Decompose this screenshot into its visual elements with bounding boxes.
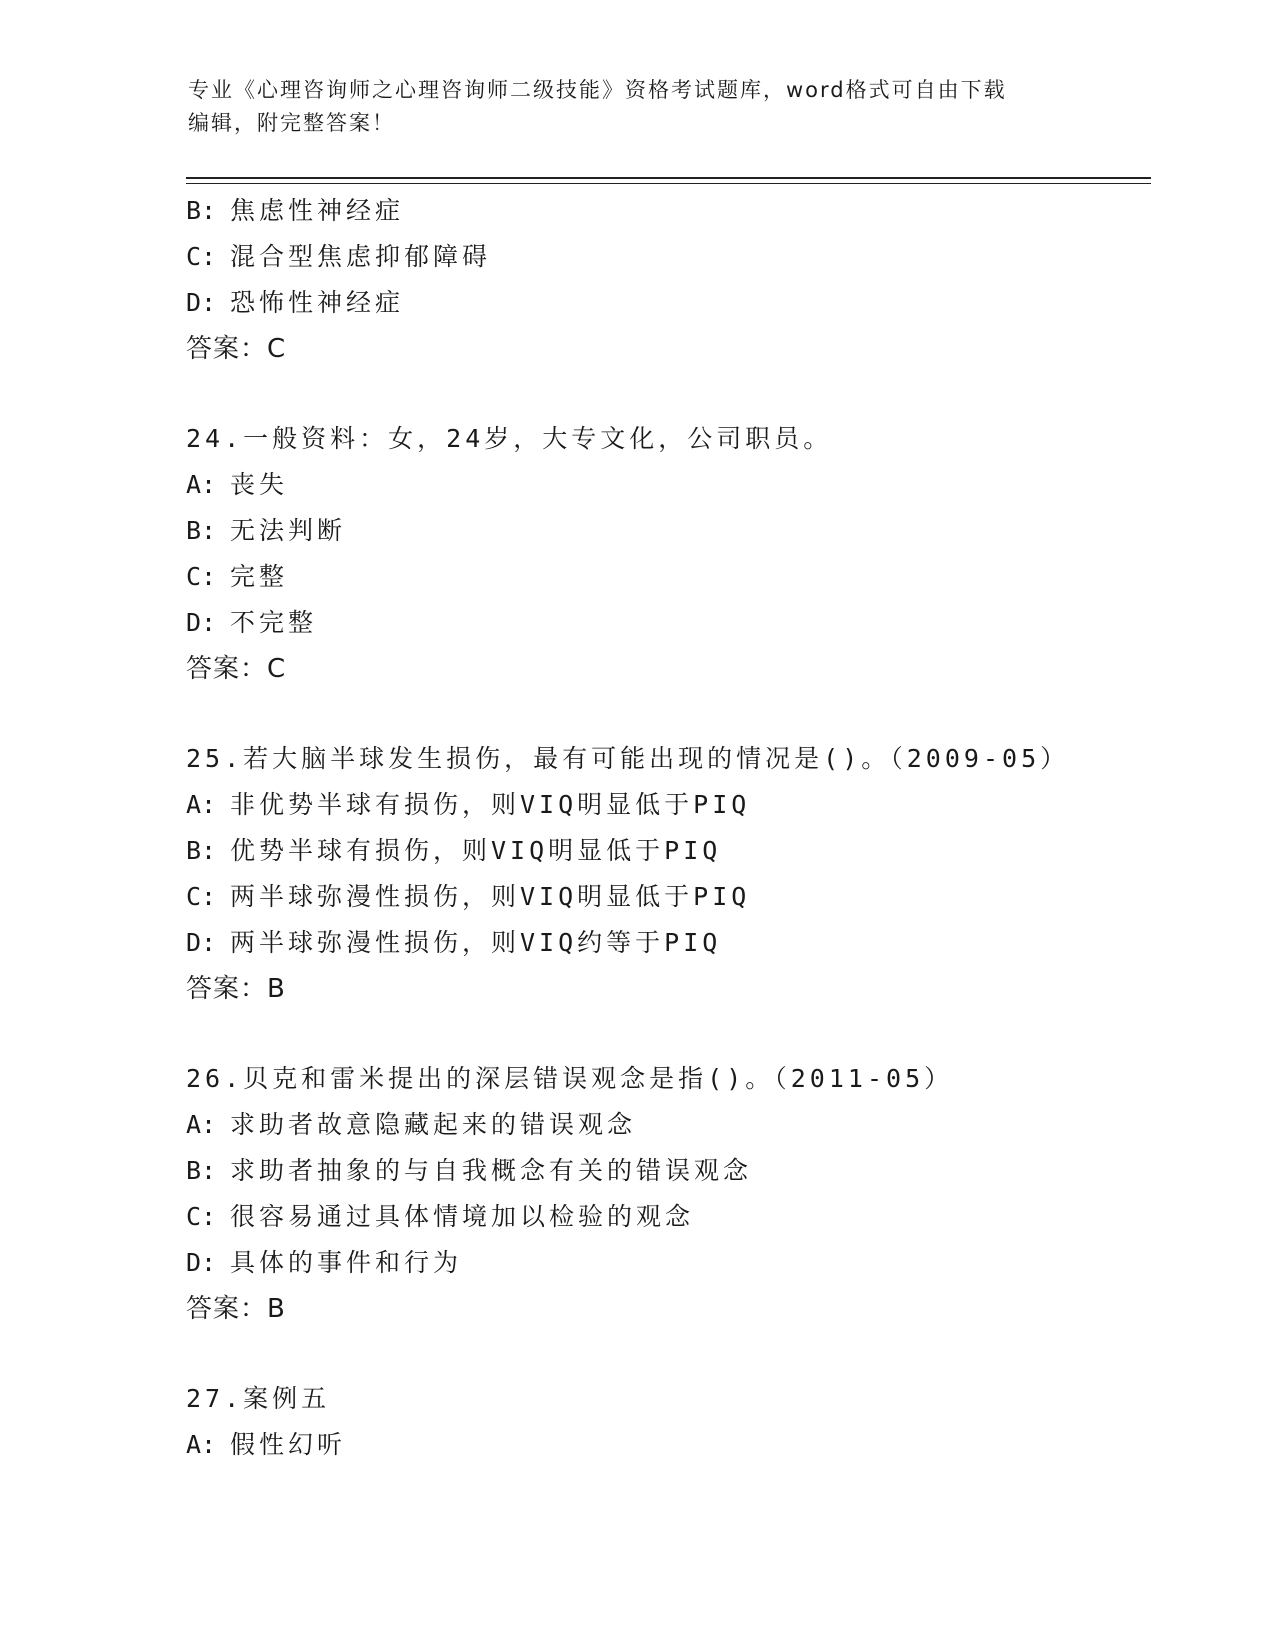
question-block-24	[186, 416, 1146, 692]
option-d: D: 两半球弥漫性损伤，则VIQ约等于PIQ	[186, 928, 722, 957]
header-line-1: 专业《心理咨询师之心理咨询师二级技能》资格考试题库，word格式可自由下载	[188, 78, 1007, 102]
answer-line: 答案：B	[186, 974, 286, 1004]
option-b: B: 焦虑性神经症	[186, 196, 405, 225]
option-d: D: 恐怖性神经症	[186, 288, 405, 317]
option-a: A: 非优势半球有损伤，则VIQ明显低于PIQ	[186, 790, 751, 819]
option-d: D: 具体的事件和行为	[186, 1248, 463, 1277]
question-text: 27.案例五	[186, 1384, 331, 1413]
option-b: B: 无法判断	[186, 516, 347, 545]
option-c: C: 两半球弥漫性损伤，则VIQ明显低于PIQ	[186, 882, 751, 911]
question-list	[186, 188, 1146, 1468]
question-text: 25.若大脑半球发生损伤，最有可能出现的情况是()。（2009-05）	[186, 744, 1070, 773]
header-line-2: 编辑，附完整答案！	[188, 111, 395, 135]
option-b: B: 求助者抽象的与自我概念有关的错误观念	[186, 1156, 753, 1185]
option-b: B: 优势半球有损伤，则VIQ明显低于PIQ	[186, 836, 722, 865]
question-block-27	[186, 1376, 1146, 1468]
question-block-25	[186, 736, 1146, 1012]
answer-line: 答案：C	[186, 654, 287, 684]
option-c: C: 混合型焦虑抑郁障碍	[186, 242, 492, 271]
document-header	[188, 74, 1088, 140]
option-a: A: 丧失	[186, 470, 289, 499]
question-block-23	[186, 188, 1146, 372]
header-rule-thick	[186, 177, 1151, 179]
option-c: C: 完整	[186, 562, 289, 591]
option-d: D: 不完整	[186, 608, 318, 637]
question-text: 24.一般资料：女，24岁，大专文化，公司职员。	[186, 424, 833, 453]
option-a: A: 假性幻听	[186, 1430, 347, 1459]
option-a: A: 求助者故意隐藏起来的错误观念	[186, 1110, 637, 1139]
question-block-26	[186, 1056, 1146, 1332]
header-rule-thin	[186, 183, 1151, 184]
question-text: 26.贝克和雷米提出的深层错误观念是指()。（2011-05）	[186, 1064, 954, 1093]
answer-line: 答案：C	[186, 334, 287, 364]
option-c: C: 很容易通过具体情境加以检验的观念	[186, 1202, 695, 1231]
answer-line: 答案：B	[186, 1294, 286, 1324]
